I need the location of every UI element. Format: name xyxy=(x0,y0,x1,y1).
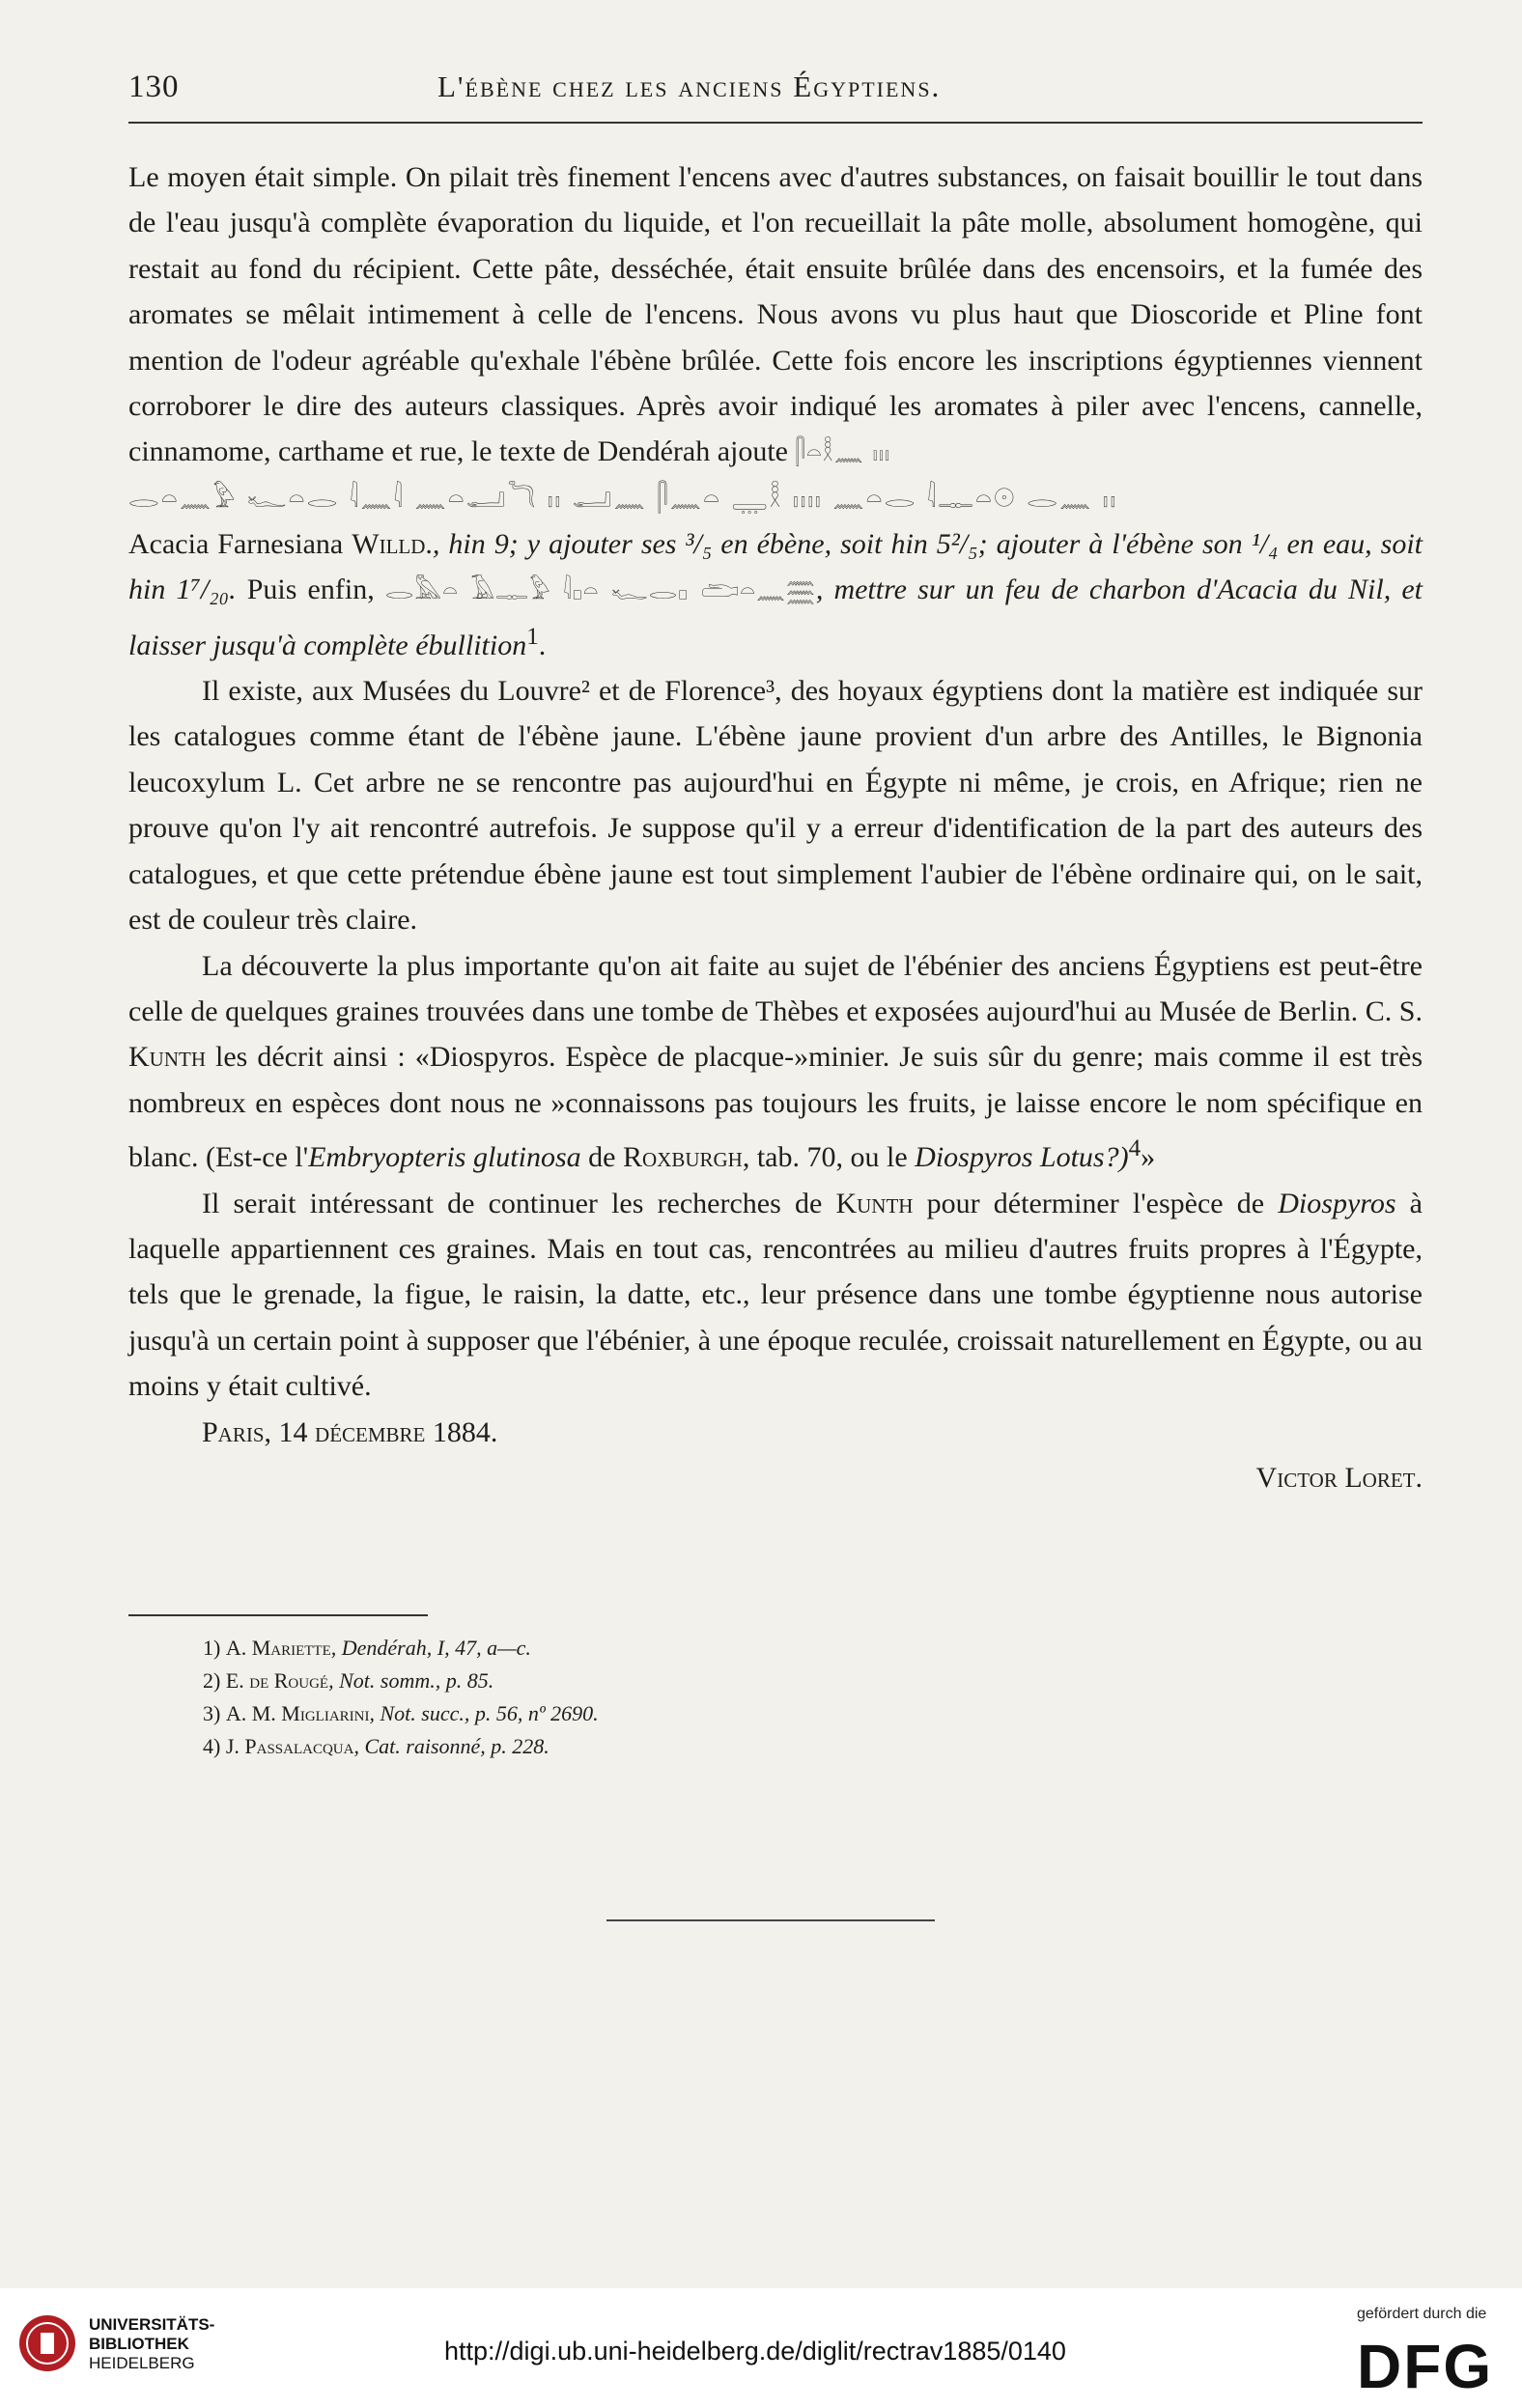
p3-text-b: les décrit ainsi : «Diospyros. Espèce de placque-»minier. Je suis sûr du genre; mais comme il est très nombreux en espèces dont nous ne »connaissons pas toujours les fruits, je laisse encore le nom spécifique en blanc. (Est-ce l' xyxy=(128,1041,1423,1174)
body-text xyxy=(128,154,1423,1494)
footnote-ref-1: 1 xyxy=(526,623,539,650)
footnote-3 xyxy=(203,1697,1169,1730)
footnote-2 xyxy=(203,1665,1169,1697)
permalink[interactable]: http://digi.ub.uni-heidelberg.de/diglit/rectrav1885/0140 xyxy=(444,2337,1066,2366)
signature-block xyxy=(128,1410,1423,1494)
running-title: L'ébène chez les anciens Égyptiens. xyxy=(437,70,942,103)
institution-line-3: HEIDELBERG xyxy=(89,2354,195,2372)
p3-text-d: , tab. 70, ou le xyxy=(742,1141,916,1174)
page-number: 130 xyxy=(128,70,180,104)
footnote-citation: , Not. somm., p. 85. xyxy=(328,1668,494,1693)
p3-text-e: » xyxy=(1141,1141,1156,1174)
footnote-1 xyxy=(203,1632,1169,1665)
p4-genus: Diospyros xyxy=(1278,1187,1396,1219)
footnote-author: E. de Rougé xyxy=(225,1668,329,1693)
institution-line-1: UNIVERSITÄTS- xyxy=(89,2315,215,2334)
paragraph-4 xyxy=(128,1181,1423,1410)
recipe-italic-1: , hin 9; y ajouter ses ³/₅ en ébène, soit hin 5²/₅; ajouter à l'ébène son ¹/₄ en eau, soit hin 1⁷/₂₀. xyxy=(128,527,1423,606)
page-header xyxy=(128,60,1423,118)
institution-line-2: BIBLIOTHEK xyxy=(89,2335,189,2353)
hieroglyph-line: 𓂋𓏏𓈖𓅱 𓆑𓏏𓂋 𓇋𓈖𓇋 𓈖𓏏𓂝𓆓 𓏤𓏤 𓂝𓈖 𓋴𓈖𓏏 𓇾𓎛 𓏤𓏤𓏤𓏤 𓈖𓏏𓂋 𓇋𓊃𓏏𓇳 𓂋𓈖 𓏤𓏤 xyxy=(128,483,1118,514)
header-rule xyxy=(128,122,1423,124)
recipe-italic-2: , mettre sur un feu de charbon d'Acacia du Nil, et laisser jusqu'à complète ébullition xyxy=(128,574,1423,661)
university-seal-icon xyxy=(17,2313,77,2373)
footnote-number: 1) xyxy=(203,1636,221,1660)
institution-name xyxy=(89,2315,214,2373)
p3-text-a: La découverte la plus importante qu'on ait faite au sujet de l'ébénier des anciens Égyptiens est peut-être celle de quelques graines trouvées dans une tombe de Thèbes et exposées aujourd'hui au Musée de Berlin. C. S. xyxy=(128,949,1423,1027)
footer-bar xyxy=(0,2288,1522,2408)
paragraph-2: Il existe, aux Musées du Louvre² et de Florence³, des hoyaux égyptiens dont la matière est indiquée sur les catalogues comme étant de l'ébène jaune. L'ébène jaune provient d'un arbre des Antilles, le Bignonia leucoxylum L. Cet arbre ne se rencontre pas aujourd'hui en Égypte ni même, je crois, en Afrique; rien ne prouve qu'on l'y ait rencontré autrefois. Je suppose qu'il y a erreur d'identification de la part des auteurs des catalogues, et que cette prétendue ébène jaune est tout simplement l'aubier de l'ébène ordinaire qui, on le sait, est de couleur très claire. xyxy=(128,675,1423,937)
author-kunth-2: Kunth xyxy=(835,1187,914,1219)
author-willd: Willd. xyxy=(352,527,433,560)
footnote-author: A. Mariette xyxy=(225,1636,331,1660)
p4-text-b: pour déterminer l'espèce de xyxy=(913,1187,1279,1219)
end-rule xyxy=(606,1919,935,1921)
dfg-logo: DFG xyxy=(1357,2332,1494,2401)
funding-caption: gefördert durch die xyxy=(1357,2306,1487,2322)
footnote-number: 3) xyxy=(203,1701,221,1725)
paragraph-1-text: Le moyen était simple. On pilait très finement l'encens avec d'autres substances, on faisait bouillir le tout dans de l'eau jusqu'à complète évaporation du liquide, et l'on recueillait la pâte molle, absolument homogène, qui restait au fond du récipient. Cette pâte, desséchée, était ensuite brûlée dans des encensoirs, et la fumée des aromates se mêlait intimement à celle de l'encens. Nous avons vu plus haut que Dioscoride et Pline font mention de l'odeur agréable qu'exhale l'ébène brûlée. Cette fois encore les inscriptions égyptiennes viennent corroborer le dire des auteurs classiques. Après avoir indiqué les aromates à piler avec l'encens, cannelle, cinnamome, carthame et rue, le texte de Dendérah ajoute xyxy=(128,161,1423,468)
author-roxburgh: Roxburgh xyxy=(622,1141,743,1174)
hieroglyph-inline-2: 𓂋𓅓𓏏 𓄿𓊃𓅱 𓇋𓊪𓏏 𓆑𓂋𓊪 𓂧𓏏𓈖𓈗 xyxy=(384,576,816,605)
paragraph-3 xyxy=(128,943,1423,1181)
footnote-citation: , Cat. raisonné, p. 228. xyxy=(353,1734,550,1758)
footnote-author: A. M. Migliarini xyxy=(225,1701,370,1725)
p3-species: Embryopteris glutinosa xyxy=(308,1141,581,1174)
p3-text-c: de xyxy=(580,1141,623,1174)
footnotes xyxy=(203,1632,1169,1763)
footnote-number: 2) xyxy=(203,1668,221,1693)
recipe-start: Acacia Farnesiana xyxy=(128,527,352,560)
p4-text-a: Il serait intéressant de continuer les recherches de xyxy=(202,1187,836,1219)
footnote-ref-4: 4 xyxy=(1128,1135,1142,1162)
p4-text-c: à laquelle appartiennent ces graines. Mais en tout cas, rencontrées au milieu d'autres fruits propres à l'Égypte, tels que le grenade, la figue, le raisin, la datte, etc., leur présence dans une tombe égyptienne nous autorise jusqu'à un certain point à supposer que l'ébénier, à une époque reculée, croissait naturellement en Égypte, ou au moins y était cultivé. xyxy=(128,1187,1423,1403)
paragraph-1: Le moyen était simple. On pilait très finement l'encens avec d'autres substances, on faisait bouillir le tout dans de l'eau jusqu'à complète évaporation du liquide, et l'on recueillait la pâte molle, absolument homogène, qui restait au fond du récipient. Cette pâte, desséchée, était ensuite brûlée dans des encensoirs, et la fumée des aromates se mêlait intimement à celle de l'encens. Nous avons vu plus haut que Dioscoride et Pline font mention de l'odeur agréable qu'exhale l'ébène brûlée. Cette fois encore les inscriptions égyptiennes viennent corroborer le dire des auteurs classiques. Après avoir indiqué les aromates à piler avec l'encens, cannelle, cinnamome, carthame et rue, le texte de Dendérah ajoute 𓋴𓏏𓎛𓈖 𓏤𓏤𓏤 𓂋𓏏𓈖𓅱 𓆑𓏏𓂋 𓇋𓈖𓇋 𓈖𓏏𓂝𓆓 𓏤𓏤 𓂝𓈖 𓋴𓈖𓏏 𓇾𓎛 𓏤𓏤𓏤𓏤 𓈖𓏏𓂋 𓇋𓊃𓏏𓇳 𓂋𓈖 𓏤𓏤 Acacia Farnesiana Willd., hin 9; y ajouter ses ³/₅ en ébène, soit hin 5²/₅; ajouter à l'ébène son ¹/₄ en eau, soit hin 1⁷/₂₀. Puis enfin, 𓂋𓅓𓏏 𓄿𓊃𓅱 𓇋𓊪𓏏 𓆑𓂋𓊪 𓂧𓏏𓈖𓈗, mettre sur un feu de charbon d'Acacia du Nil, et laisser jusqu'à complète ébullition$^1$. xyxy=(128,161,1423,661)
place-date: Paris, 14 décembre 1884. xyxy=(202,1415,498,1448)
author-signature: Victor Loret. xyxy=(1255,1461,1423,1494)
p3-species-2: Diospyros Lotus?) xyxy=(915,1141,1129,1174)
author-kunth: Kunth xyxy=(128,1041,206,1074)
recipe-mid: Puis enfin, xyxy=(236,574,385,606)
footnote-4 xyxy=(203,1730,1169,1763)
footnote-author: J. Passalacqua xyxy=(225,1734,354,1758)
hieroglyph-inline-1: 𓋴𓏏𓎛𓈖 𓏤𓏤𓏤 xyxy=(795,438,891,467)
footnote-rule xyxy=(128,1614,428,1616)
footnote-number: 4) xyxy=(203,1734,221,1758)
footnote-citation: , Dendérah, I, 47, a—c. xyxy=(330,1636,531,1660)
footnote-citation: , Not. succ., p. 56, nº 2690. xyxy=(369,1701,599,1725)
